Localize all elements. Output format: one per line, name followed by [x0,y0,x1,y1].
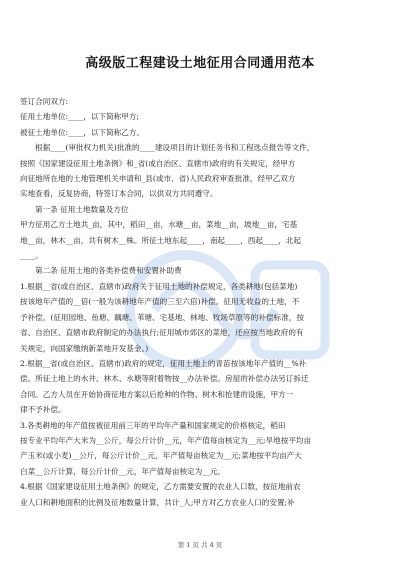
text-line: 关规定，向国家缴纳新菜地开发基金。) [20,343,149,353]
text-line: 律不予补偿。 [20,405,66,415]
text-line: 产玉米(或小麦)__公斤，每公斤计价__元，年产值每亩核定为__元;菜地按平均亩产大 [20,451,302,461]
text-line: 地__亩，林木__亩，共有树木__株。所征土地东起____，南起____，西起____，北起 [20,235,301,245]
text-line: 4.根据《国家建设征用土地条例》的规定，乙方需要安置的农业人口数，按征地前农 [20,482,301,492]
page-number: 第 1 页 共 4 页 [177,541,223,549]
text-line: 省、自治区、直辖市政府制定的办法执行;征用城市郊区的菜地，还应按当地政府的有 [20,328,304,338]
text-line: 甲方征用乙方土地共_亩，其中，稻田__亩，水塘__亩，菜地__亩，坡地__亩，宅基 [20,220,298,230]
text-line: 3.各类耕地的年产值按被征用前三年的平均年产量和国家规定的价格核定，稻田 [20,420,286,430]
text-line: 第二条 征用土地的各类补偿费和安置补助费 [35,266,182,276]
text-line: 予补偿。(征用园地、鱼塘、藕塘、苇塘、宅基地、林地、牧场草原等的补偿标准，按 [20,312,304,322]
text-line: 合同。乙方人员在开始协商征地方案以后抢种的作物、树木和抢建的设施，甲方一 [20,389,294,399]
text-line: 白菜__公斤计算，每公斤计价__元，年产值每亩核定为__元。 [20,466,226,476]
text-line: 2.根据__省(或自治区、直辖市)政府的规定，征用土地上的青苗按该地年产值的__%补 [20,358,307,368]
document-body [20,94,382,510]
text-line: 按专业平均年产大米为__公斤，每公斤计价__元，年产值每亩核定为__元;旱地按平均亩 [20,435,312,445]
text-line: 实地查看，反复协商，特签订本合同，以供双方共同遵守。 [20,189,218,199]
text-line: ____。 [20,251,43,261]
text-line: 按照《国家建设征用土地条例》和_省(或自治区、直辖市)政府的有关规定，经甲方 [20,158,296,168]
text-line: 签订合同双方: [20,97,69,106]
text-line: 征用土地单位:____，以下简称甲方; [20,112,140,122]
text-line: 第一条 征用土地数量及方位 [35,204,129,214]
text-line: 向征地所在地的土地管理机关申请和_县(或市、省)人民政府审查批准，经甲乙双方 [20,174,296,184]
text-line: 按该地年产值的__倍(一般为该耕地年产值的三至六倍)补偿。征用无收益的土地，不 [20,297,300,307]
text-line: 1.根据__省(或自治区、直辖市)政府关于征用土地的补偿规定，各类耕地(包括菜地) [20,281,298,291]
text-line: 业人口和耕地面积的比例及征地数量计算，共计_人;甲方对乙方农业人口的安置;补 [20,497,295,507]
document-title: 高级版工程建设土地征用合同通用范本 [85,56,315,71]
text-line: 根据____(审批权力机关)批准的____建设项目的计划任务书和工程选点报告等文件， [35,143,315,153]
text-line: 偿。所征土地上的水井、林木、水塘等附着物按__办法补偿。房屋的补偿办法另订拆迁 [20,374,309,384]
text-line: 被征土地单位:____，以下简称乙方。 [20,127,145,137]
